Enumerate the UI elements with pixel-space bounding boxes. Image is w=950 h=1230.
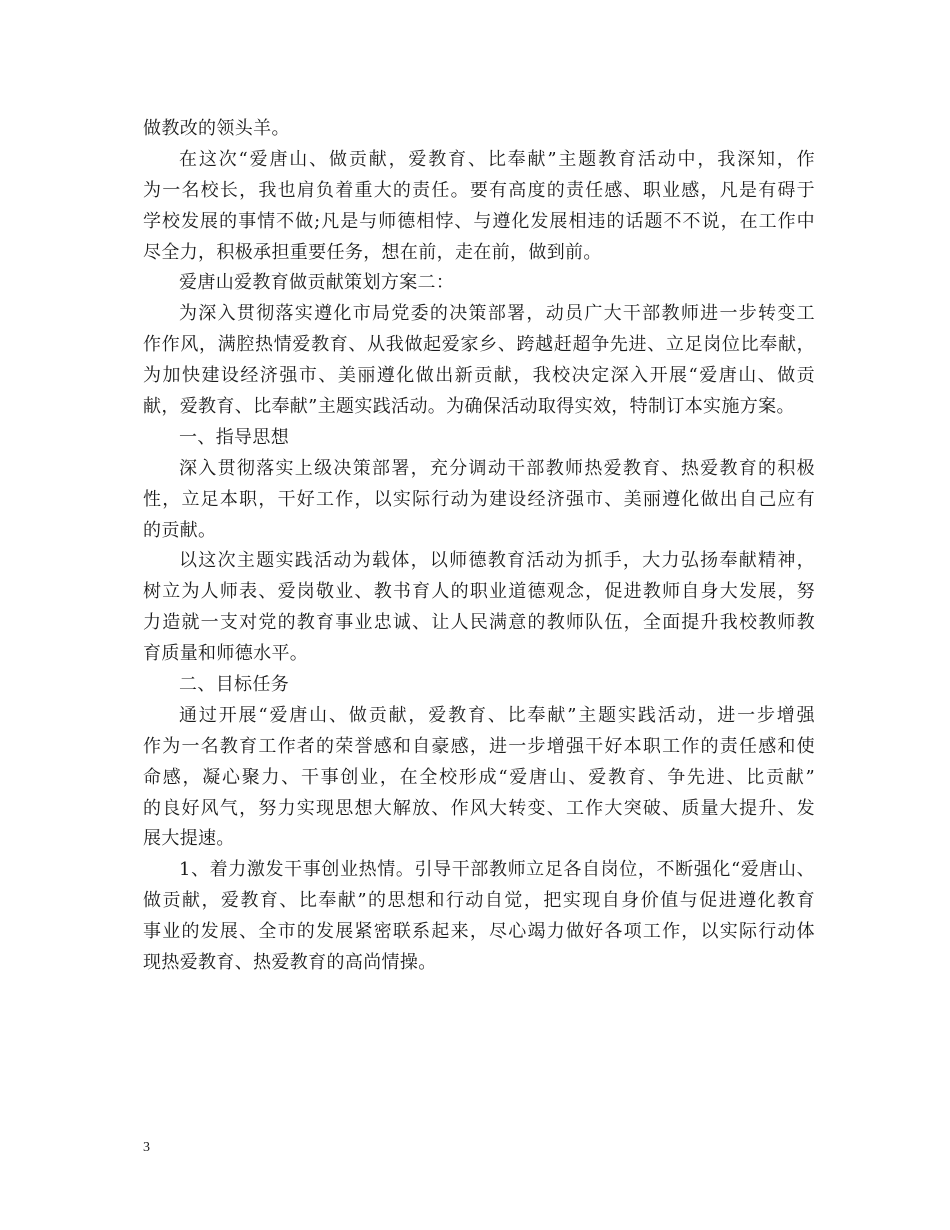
text-line: 爱唐山爱教育做贡献策划方案二： xyxy=(179,272,455,294)
text-line: 的良好风气，努力实现思想大解放、作风大转变、工作大突破、质量大提升、发 xyxy=(143,797,815,819)
text-line: 深入贯彻落实上级决策部署，充分调动干部教师热爱教育、热爱教育的积极 xyxy=(179,457,815,479)
text-line: 展大提速。 xyxy=(143,828,235,850)
text-line: 作作风，满腔热情爱教育、从我做起爱家乡、跨越赶超争先进、立足岗位比奉献， xyxy=(143,334,815,356)
text-line: 尽全力，积极承担重要任务，想在前，走在前，做到前。 xyxy=(143,241,602,263)
text-line: 一、指导思想 xyxy=(179,426,290,448)
text-line: 育质量和师德水平。 xyxy=(143,643,309,665)
text-line: 做贡献，爱教育、比奉献”的思想和行动自觉，把实现自身价值与促进遵化教育 xyxy=(143,890,815,912)
text-line: 的贡献。 xyxy=(143,519,217,541)
text-line: 现热爱教育、热爱教育的高尚情操。 xyxy=(143,952,437,974)
text-line: 性，立足本职，干好工作，以实际行动为建设经济强市、美丽遵化做出自己应有 xyxy=(143,488,815,510)
text-line: 1、着力激发干事创业热情。引导干部教师立足各自岗位，不断强化“爱唐山、 xyxy=(179,859,815,881)
text-line: 树立为人师表、爱岗敬业、教书育人的职业道德观念，促进教师自身大发展，努 xyxy=(143,581,815,603)
text-line: 为一名校长，我也肩负着重大的责任。要有高度的责任感、职业感，凡是有碍于 xyxy=(143,179,815,201)
text-line: 为加快建设经济强市、美丽遵化做出新贡献，我校决定深入开展“爱唐山、做贡 xyxy=(143,365,815,387)
page-number: 3 xyxy=(143,1140,150,1155)
text-line: 力造就一支对党的教育事业忠诚、让人民满意的教师队伍，全面提升我校教师教 xyxy=(143,612,815,634)
text-line: 事业的发展、全市的发展紧密联系起来，尽心竭力做好各项工作，以实际行动体 xyxy=(143,921,815,943)
text-line: 为深入贯彻落实遵化市局党委的决策部署，动员广大干部教师进一步转变工 xyxy=(179,303,815,325)
text-line: 在这次“爱唐山、做贡献，爱教育、比奉献”主题教育活动中，我深知，作 xyxy=(179,148,815,170)
text-line: 以这次主题实践活动为载体，以师德教育活动为抓手，大力弘扬奉献精神， xyxy=(179,550,815,572)
text-line: 通过开展“爱唐山、做贡献，爱教育、比奉献”主题实践活动，进一步增强 xyxy=(179,704,815,726)
text-line: 学校发展的事情不做;凡是与师德相悖、与遵化发展相违的话题不不说，在工作中 xyxy=(143,210,815,232)
text-line: 作为一名教育工作者的荣誉感和自豪感，进一步增强干好本职工作的责任感和使 xyxy=(143,735,815,757)
text-line: 命感，凝心聚力、干事创业，在全校形成“爱唐山、爱教育、争先进、比贡献” xyxy=(143,766,815,788)
text-line: 二、目标任务 xyxy=(179,674,290,696)
document-body xyxy=(143,114,815,979)
text-line: 献，爱教育、比奉献”主题实践活动。为确保活动取得实效，特制订本实施方案。 xyxy=(143,396,795,418)
text-line: 做教改的领头羊。 xyxy=(143,118,290,139)
